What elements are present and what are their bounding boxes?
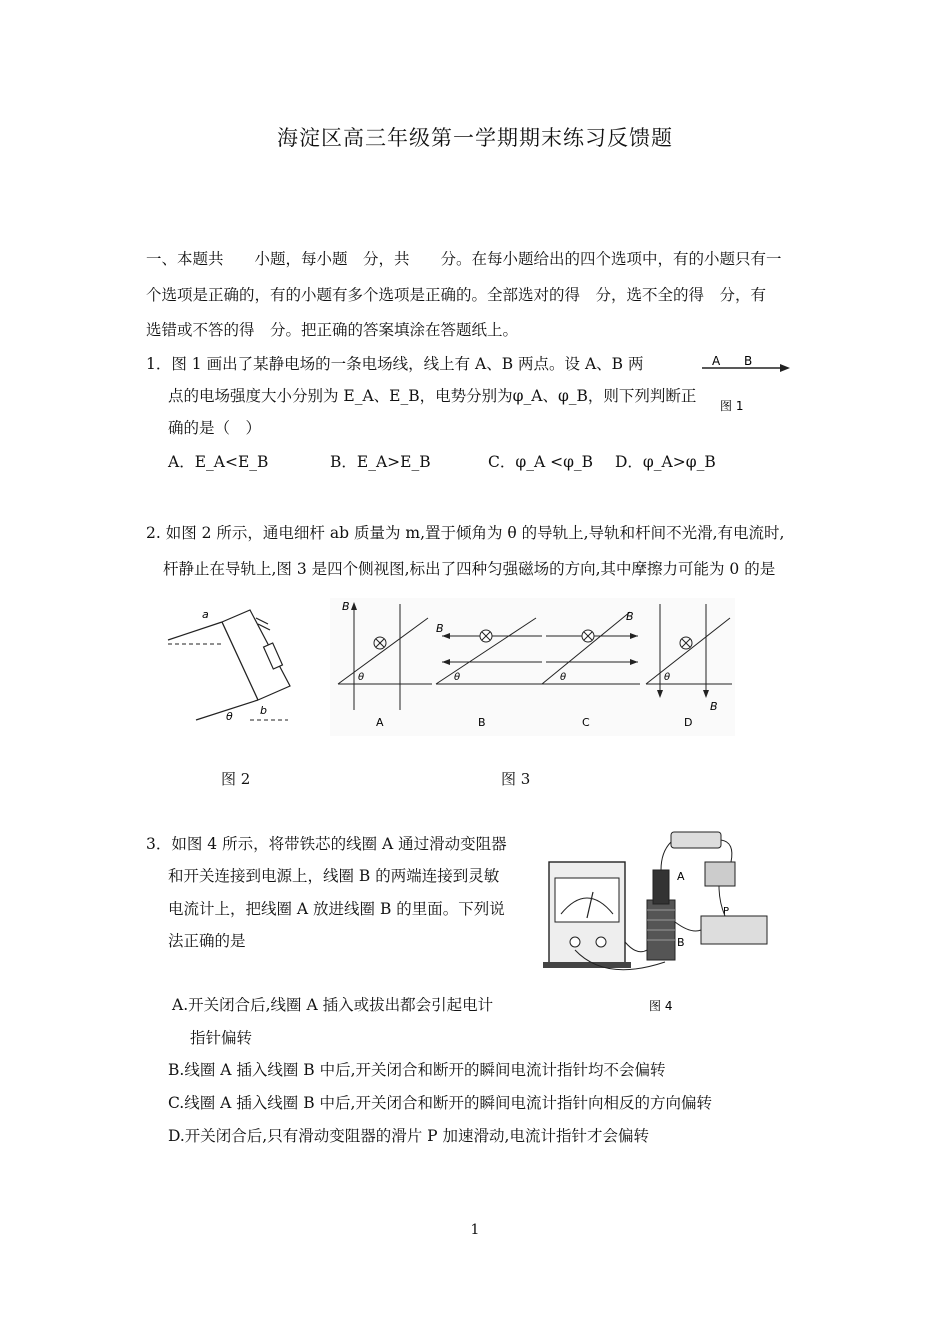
fig2-label-theta: θ [226, 710, 233, 723]
section-intro-line-3: 选错或不答的得 分。把正确的答案填涂在答题纸上。 [146, 321, 519, 339]
svg-text:θ: θ [454, 672, 461, 683]
q3-option-b: B.线圈 A 插入线圈 B 中后,开关闭合和断开的瞬间电流计指针均不会偏转 [168, 1061, 666, 1079]
fig4-coil-a-label: A [677, 870, 685, 883]
fig3-a-field-label: B [342, 600, 350, 613]
q3-line-2: 和开关连接到电源上，线圈 B 的两端连接到灵敏 [168, 867, 500, 885]
fig4-caption: 图 4 [649, 999, 673, 1013]
q3-option-d: D.开关闭合后,只有滑动变阻器的滑片 P 加速滑动,电流计指针才会偏转 [168, 1127, 649, 1145]
section-intro-line-2: 个选项是正确的，有的小题有多个选项是正确的。全部选对的得 分，选不全的得 分，有 [146, 286, 767, 304]
q3-option-a-cont: 指针偏转 [190, 1029, 253, 1047]
q3-option-c: C.线圈 A 插入线圈 B 中后,开关闭合和断开的瞬间电流计指针向相反的方向偏转 [168, 1094, 712, 1112]
q1-line-1: 1．图 1 画出了某静电场的一条电场线，线上有 A、B 两点。设 A、B 两 [146, 355, 644, 373]
figure-1-field-line [700, 352, 800, 418]
fig3-panel-a-label: A [376, 716, 384, 729]
fig1-label-b: B [744, 354, 753, 368]
q3-line-1: 3．如图 4 所示，将带铁芯的线圈 A 通过滑动变阻器 [146, 835, 507, 853]
page-number: 1 [470, 1222, 480, 1238]
q1-option-c: C．φ_A <φ_B [488, 453, 594, 471]
coil-a [653, 870, 669, 904]
q2-line-1: 2. 如图 2 所示，通电细杆 ab 质量为 m,置于倾角为 θ 的导轨上,导轨和杆间不光滑,有电流时, [146, 524, 785, 542]
fig4-slider-label: P [723, 906, 730, 917]
q3-line-4: 法正确的是 [168, 932, 246, 950]
page-title: 海淀区高三年级第一学期期末练习反馈题 [277, 126, 673, 150]
fig3-d-field-label: B [710, 700, 718, 713]
fig2-label-b: b [260, 704, 267, 717]
fig2-caption: 图 2 [221, 770, 251, 788]
fig3-panel-b-label: B [478, 716, 486, 729]
figure-4-induction-apparatus [535, 822, 785, 1014]
svg-text:θ: θ [358, 672, 365, 683]
q1-option-a: A．E_A<E_B [168, 453, 269, 471]
fig3-caption: 图 3 [501, 770, 531, 788]
fig2-label-a: a [202, 608, 209, 621]
q1-line-2: 点的电场强度大小分别为 E_A、E_B，电势分别为φ_A、φ_B，则下列判断正 [168, 387, 697, 405]
switch [705, 862, 735, 886]
svg-text:θ: θ [560, 672, 567, 683]
fig1-label-a: A [712, 354, 721, 368]
fig3-panel-d-label: D [684, 716, 693, 729]
svg-text:θ: θ [664, 672, 671, 683]
q1-line-3: 确的是（ ） [168, 419, 262, 437]
q1-option-d: D．φ_A>φ_B [615, 453, 716, 471]
fig1-caption: 图 1 [720, 399, 744, 413]
q3-line-3: 电流计上，把线圈 A 放进线圈 B 的里面。下列说 [168, 900, 505, 918]
rheostat [701, 916, 767, 944]
arrowhead-icon [780, 364, 790, 372]
figure-3-side-views [330, 598, 735, 736]
section-intro-line-1: 一、本题共 小题，每小题 分，共 分。在每小题给出的四个选项中，有的小题只有一 [146, 250, 782, 268]
figure-2-incline-circuit [160, 598, 300, 733]
fig3-panel-c-label: C [582, 716, 590, 729]
fig4-coil-b-label: B [677, 936, 685, 949]
q1-option-b: B．E_A>E_B [330, 453, 431, 471]
q3-option-a: A.开关闭合后,线圈 A 插入或拔出都会引起电计 [172, 996, 494, 1014]
q2-line-2: 杆静止在导轨上,图 3 是四个侧视图,标出了四种匀强磁场的方向,其中摩擦力可能为 0 的是 [163, 560, 776, 578]
fig3-b-field-label: B [436, 622, 444, 635]
battery [671, 832, 721, 848]
fig3-c-field-label: B [626, 610, 634, 623]
